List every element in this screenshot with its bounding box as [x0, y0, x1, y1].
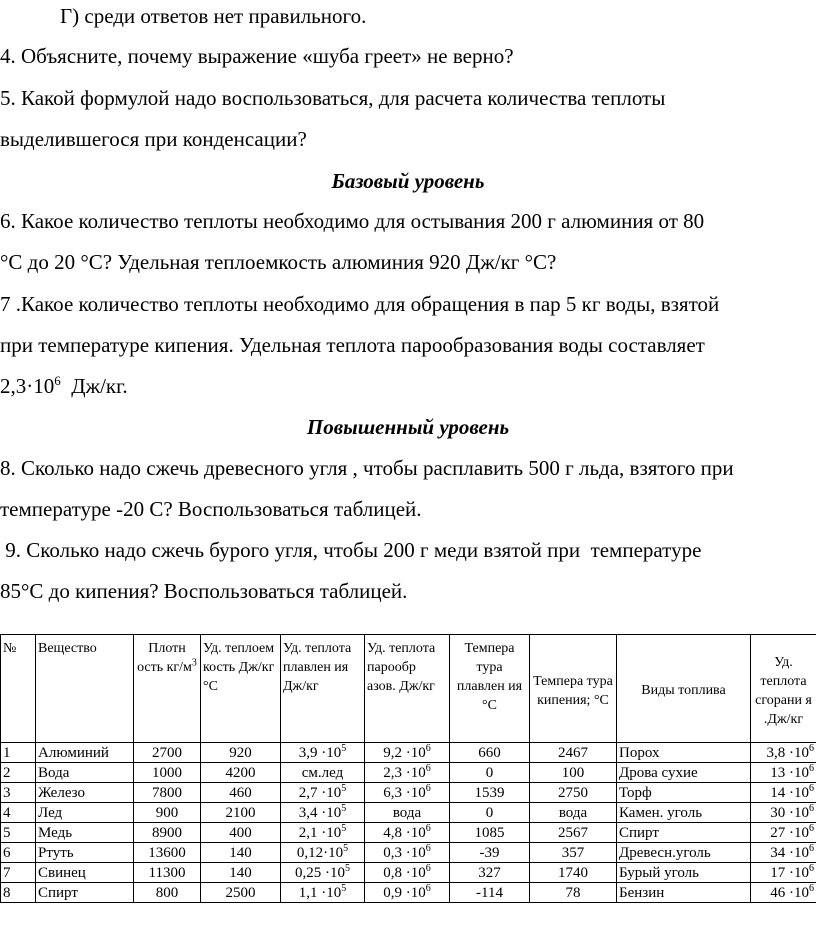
- header-density-sup: 3: [191, 657, 197, 669]
- cell-heat-capacity-value: 140: [229, 864, 252, 881]
- cell-melting-heat-exponent: 5: [341, 802, 347, 814]
- cell-melting-temp: [450, 763, 530, 783]
- cell-fuel-value: Бензин: [619, 884, 665, 901]
- cell-fuel-value: Камен. уголь: [619, 804, 703, 821]
- cell-substance: [36, 783, 134, 803]
- cell-vaporization-heat-value: 6,3 ·10: [383, 784, 426, 801]
- cell-substance-value: Медь: [38, 824, 73, 841]
- cell-num-value: 8: [3, 884, 11, 901]
- cell-boiling-temp-value: вода: [558, 804, 588, 821]
- cell-vaporization-heat: [365, 883, 450, 903]
- cell-melting-heat-value: 0,12·10: [296, 844, 344, 861]
- cell-fuel-value: Дрова сухие: [619, 764, 698, 781]
- cell-heat-capacity-value: 2500: [225, 884, 256, 901]
- header-num: №: [1, 635, 36, 743]
- cell-num: [1, 783, 36, 803]
- cell-melting-heat-exponent: 5: [345, 862, 350, 874]
- cell-melting-heat: [281, 743, 365, 763]
- question-8-line-1: 8. Сколько надо сжечь древесного угля , чтобы расплавить 500 г льда, взятого при: [0, 456, 734, 480]
- cell-melting-temp-value: 1085: [474, 824, 505, 841]
- question-7-line-1: 7 .Какое количество теплоты необходимо для обращения в пар 5 кг воды, взятой: [0, 292, 720, 316]
- cell-fuel-value: Порох: [619, 744, 660, 761]
- cell-num: [1, 863, 36, 883]
- cell-vaporization-heat-exponent: 6: [425, 862, 431, 874]
- cell-melting-heat: [281, 843, 365, 863]
- cell-density-value: 13600: [148, 844, 186, 861]
- cell-combustion-heat-exponent: 6: [809, 762, 814, 774]
- header-density-text: Плотн ость кг/м: [137, 641, 192, 675]
- cell-heat-capacity: [201, 843, 281, 863]
- cell-combustion-heat: [751, 763, 816, 783]
- cell-substance: [36, 843, 134, 863]
- cell-vaporization-heat: [365, 823, 450, 843]
- cell-heat-capacity: [201, 863, 281, 883]
- cell-combustion-heat: [751, 823, 816, 843]
- cell-vaporization-heat: [365, 783, 450, 803]
- cell-melting-heat-exponent: 5: [341, 822, 347, 834]
- cell-substance-value: Свинец: [38, 864, 86, 881]
- cell-combustion-heat-exponent: 6: [809, 862, 814, 874]
- cell-substance-value: Ртуть: [38, 844, 74, 861]
- question-5-line-2: выделившегося при конденсации?: [0, 127, 307, 151]
- cell-vaporization-heat: [365, 803, 450, 823]
- cell-melting-temp-value: 0: [485, 804, 494, 821]
- cell-melting-heat: [281, 883, 365, 903]
- cell-melting-heat-value: 2,7 ·10: [298, 784, 342, 801]
- cell-melting-heat-exponent: 5: [341, 742, 347, 754]
- vapor-power: ·10: [26, 374, 55, 398]
- cell-heat-capacity-value: 460: [229, 784, 252, 801]
- vapor-exponent: 6: [54, 373, 61, 388]
- cell-vaporization-heat-value: 9,2 ·10: [383, 744, 426, 761]
- table-row: [1, 783, 816, 803]
- cell-combustion-heat: [751, 863, 816, 883]
- cell-boiling-temp: [530, 823, 617, 843]
- cell-melting-temp-value: 1539: [474, 784, 505, 801]
- cell-combustion-heat: [751, 743, 816, 763]
- cell-melting-heat: [281, 823, 365, 843]
- cell-boiling-temp: [530, 863, 617, 883]
- table-row: [1, 823, 816, 843]
- header-vaporization-heat: Уд. теплота парообр азов. Дж/кг: [365, 635, 450, 743]
- cell-melting-heat-exponent: 5: [341, 782, 347, 794]
- cell-density: [134, 843, 201, 863]
- cell-melting-temp: [450, 863, 530, 883]
- cell-substance: [36, 803, 134, 823]
- cell-fuel-value: Спирт: [619, 824, 659, 841]
- cell-substance-value: Спирт: [38, 884, 78, 901]
- cell-num: [1, 883, 36, 903]
- cell-combustion-heat-value: 17 ·10: [770, 864, 809, 881]
- properties-table: [0, 634, 816, 903]
- cell-vaporization-heat-exponent: 6: [425, 762, 431, 774]
- cell-substance: [36, 823, 134, 843]
- cell-boiling-temp-value: 357: [561, 844, 585, 861]
- cell-heat-capacity-value: 400: [229, 824, 252, 841]
- cell-combustion-heat-exponent: 6: [809, 842, 814, 854]
- question-7-line-3: [0, 374, 128, 398]
- cell-density-value: 800: [155, 884, 179, 901]
- cell-vaporization-heat-value: вода: [392, 804, 422, 821]
- cell-melting-heat: [281, 863, 365, 883]
- cell-combustion-heat-exponent: 6: [809, 822, 814, 834]
- cell-combustion-heat-value: 46 ·10: [770, 884, 809, 901]
- cell-melting-temp-value: 327: [478, 864, 501, 881]
- cell-vaporization-heat-exponent: 6: [425, 782, 431, 794]
- cell-fuel: [617, 763, 751, 783]
- cell-heat-capacity: [201, 783, 281, 803]
- header-combustion-heat: Уд. теплота сгорани я .Дж/кг: [751, 635, 816, 743]
- question-9-line-2: 85°С до кипения? Воспользоваться таблицей.: [0, 579, 408, 603]
- cell-melting-temp: [450, 883, 530, 903]
- cell-boiling-temp-value: 78: [565, 884, 581, 901]
- cell-combustion-heat: [751, 803, 816, 823]
- question-6-line-1: 6. Какое количество теплоты необходимо для остывания 200 г алюминия от 80: [0, 209, 705, 233]
- cell-vaporization-heat-value: 4,8 ·10: [383, 824, 426, 841]
- header-substance: Вещество: [36, 635, 134, 743]
- table-row: [1, 763, 816, 783]
- header-fuel-type: Виды топлива: [617, 635, 751, 743]
- cell-melting-temp: [450, 803, 530, 823]
- cell-combustion-heat-value: 13 ·10: [770, 764, 809, 781]
- heading-basic-level: Базовый уровень: [331, 169, 485, 193]
- vapor-value: 2,3: [0, 374, 27, 398]
- cell-substance-value: Вода: [38, 764, 70, 781]
- cell-combustion-heat-exponent: 6: [809, 782, 814, 794]
- cell-melting-temp-value: 0: [485, 764, 494, 781]
- cell-heat-capacity-value: 140: [229, 844, 252, 861]
- cell-vaporization-heat-exponent: 6: [425, 822, 431, 834]
- cell-density: [134, 783, 201, 803]
- cell-fuel: [617, 783, 751, 803]
- heading-advanced-level: Повышенный уровень: [306, 415, 510, 439]
- cell-melting-temp: [450, 743, 530, 763]
- cell-num-value: 1: [3, 744, 11, 761]
- cell-num-value: 3: [3, 784, 11, 801]
- cell-boiling-temp: [530, 743, 617, 763]
- cell-vaporization-heat-value: 0,3 ·10: [383, 844, 426, 861]
- cell-vaporization-heat-value: 0,8 ·10: [383, 864, 426, 881]
- cell-melting-temp-value: -39: [479, 844, 500, 861]
- cell-combustion-heat-exponent: 6: [809, 882, 814, 894]
- cell-combustion-heat-exponent: 6: [809, 742, 814, 754]
- cell-combustion-heat-value: 34 ·10: [770, 844, 809, 861]
- cell-boiling-temp: [530, 803, 617, 823]
- cell-num-value: 2: [3, 764, 11, 781]
- cell-density: [134, 743, 201, 763]
- table-header-row: [1, 635, 816, 743]
- cell-num-value: 4: [3, 804, 11, 821]
- cell-vaporization-heat: [365, 863, 450, 883]
- table-row: [1, 743, 816, 763]
- cell-vaporization-heat-value: 2,3 ·10: [383, 764, 426, 781]
- cell-melting-temp: [450, 843, 530, 863]
- cell-fuel-value: Древесн.уголь: [619, 844, 711, 861]
- vapor-unit: Дж/кг.: [60, 374, 128, 398]
- header-melting-heat: Уд. теплота плавлен ия Дж/кг: [281, 635, 365, 743]
- cell-fuel: [617, 823, 751, 843]
- cell-melting-temp: [450, 783, 530, 803]
- cell-combustion-heat-value: 30 ·10: [770, 804, 809, 821]
- header-boiling-temp: Темпера тура кипения; °С: [530, 635, 617, 743]
- cell-combustion-heat-exponent: 6: [809, 802, 814, 814]
- cell-boiling-temp-value: 2467: [558, 744, 588, 761]
- cell-combustion-heat: [751, 883, 816, 903]
- cell-combustion-heat-value: 3,8 ·10: [766, 744, 809, 761]
- cell-density-value: 8900: [152, 824, 182, 841]
- cell-substance-value: Лед: [38, 804, 63, 821]
- cell-density-value: 900: [155, 804, 179, 821]
- table-row: [1, 883, 816, 903]
- cell-vaporization-heat-exponent: 6: [425, 882, 431, 894]
- cell-boiling-temp-value: 100: [561, 764, 585, 781]
- cell-heat-capacity: [201, 743, 281, 763]
- question-9-line-1: 9. Сколько надо сжечь бурого угля, чтобы 200 г меди взятой при температуре: [0, 538, 702, 562]
- cell-fuel-value: Бурый уголь: [619, 864, 700, 881]
- cell-melting-heat: [281, 763, 365, 783]
- cell-melting-heat-exponent: 5: [343, 842, 349, 854]
- cell-density: [134, 763, 201, 783]
- cell-heat-capacity: [201, 823, 281, 843]
- header-density: [134, 635, 201, 743]
- cell-density-value: 2700: [152, 744, 182, 761]
- cell-boiling-temp: [530, 843, 617, 863]
- table-row: [1, 803, 816, 823]
- cell-num-value: 6: [3, 844, 11, 861]
- cell-fuel: [617, 863, 751, 883]
- cell-vaporization-heat-exponent: 6: [425, 842, 431, 854]
- cell-num: [1, 823, 36, 843]
- header-heat-capacity: Уд. теплоем кость Дж/кг °С: [201, 635, 281, 743]
- cell-vaporization-heat: [365, 743, 450, 763]
- cell-melting-heat-value: 0,25 ·10: [295, 864, 345, 881]
- cell-density: [134, 803, 201, 823]
- cell-fuel: [617, 883, 751, 903]
- cell-substance: [36, 763, 134, 783]
- answer-option-g: Г) среди ответов нет правильного.: [60, 4, 367, 28]
- cell-num: [1, 843, 36, 863]
- cell-num: [1, 743, 36, 763]
- table-row: [1, 843, 816, 863]
- cell-substance: [36, 883, 134, 903]
- cell-density: [134, 883, 201, 903]
- cell-combustion-heat: [751, 783, 816, 803]
- cell-vaporization-heat-value: 0,9 ·10: [383, 884, 426, 901]
- cell-melting-heat-value: 3,9 ·10: [298, 744, 342, 761]
- cell-melting-heat-value: 3,4 ·10: [298, 804, 342, 821]
- cell-density-value: 1000: [152, 764, 182, 781]
- cell-boiling-temp: [530, 783, 617, 803]
- cell-melting-heat: [281, 803, 365, 823]
- table-row: [1, 863, 816, 883]
- cell-melting-temp-value: -114: [476, 884, 503, 901]
- question-7-line-2: при температуре кипения. Удельная теплота парообразования воды составляет: [0, 333, 705, 357]
- question-8-line-2: температуре -20 С? Воспользоваться таблицей.: [0, 497, 422, 521]
- cell-num-value: 7: [3, 864, 11, 881]
- question-4: 4. Объясните, почему выражение «шуба греет» не верно?: [0, 44, 514, 68]
- cell-melting-heat: [281, 783, 365, 803]
- cell-vaporization-heat-exponent: 6: [425, 742, 431, 754]
- question-5-line-1: 5. Какой формулой надо воспользоваться, для расчета количества теплоты: [0, 86, 666, 110]
- cell-substance-value: Железо: [38, 784, 85, 801]
- cell-substance: [36, 863, 134, 883]
- cell-combustion-heat-value: 27 ·10: [770, 824, 809, 841]
- cell-combustion-heat: [751, 843, 816, 863]
- cell-heat-capacity: [201, 803, 281, 823]
- cell-heat-capacity: [201, 763, 281, 783]
- cell-melting-temp: [450, 823, 530, 843]
- cell-num: [1, 763, 36, 783]
- cell-boiling-temp: [530, 883, 617, 903]
- cell-heat-capacity-value: 4200: [225, 764, 256, 781]
- cell-density-value: 11300: [148, 864, 186, 881]
- cell-vaporization-heat: [365, 763, 450, 783]
- cell-fuel-value: Торф: [619, 784, 652, 801]
- cell-boiling-temp-value: 1740: [558, 864, 588, 881]
- cell-combustion-heat-value: 14 ·10: [770, 784, 809, 801]
- cell-heat-capacity-value: 920: [229, 744, 252, 761]
- cell-melting-temp-value: 660: [478, 744, 501, 761]
- question-6-line-2: °С до 20 °С? Удельная теплоемкость алюминия 920 Дж/кг °С?: [0, 250, 557, 274]
- cell-melting-heat-exponent: 5: [341, 882, 347, 894]
- cell-density: [134, 823, 201, 843]
- cell-fuel: [617, 803, 751, 823]
- cell-substance: [36, 743, 134, 763]
- cell-num-value: 5: [3, 824, 11, 841]
- cell-boiling-temp-value: 2567: [558, 824, 588, 841]
- cell-density: [134, 863, 201, 883]
- cell-substance-value: Алюминий: [38, 744, 109, 761]
- header-melting-temp: Темпера тура плавлен ия °С: [450, 635, 530, 743]
- cell-boiling-temp-value: 2750: [558, 784, 588, 801]
- cell-melting-heat-value: 2,1 ·10: [298, 824, 342, 841]
- cell-fuel: [617, 743, 751, 763]
- cell-boiling-temp: [530, 763, 617, 783]
- cell-heat-capacity: [201, 883, 281, 903]
- cell-melting-heat-value: см.лед: [301, 764, 344, 781]
- cell-vaporization-heat: [365, 843, 450, 863]
- cell-num: [1, 803, 36, 823]
- cell-heat-capacity-value: 2100: [225, 804, 256, 821]
- cell-fuel: [617, 843, 751, 863]
- cell-melting-heat-value: 1,1 ·10: [298, 884, 342, 901]
- cell-density-value: 7800: [152, 784, 182, 801]
